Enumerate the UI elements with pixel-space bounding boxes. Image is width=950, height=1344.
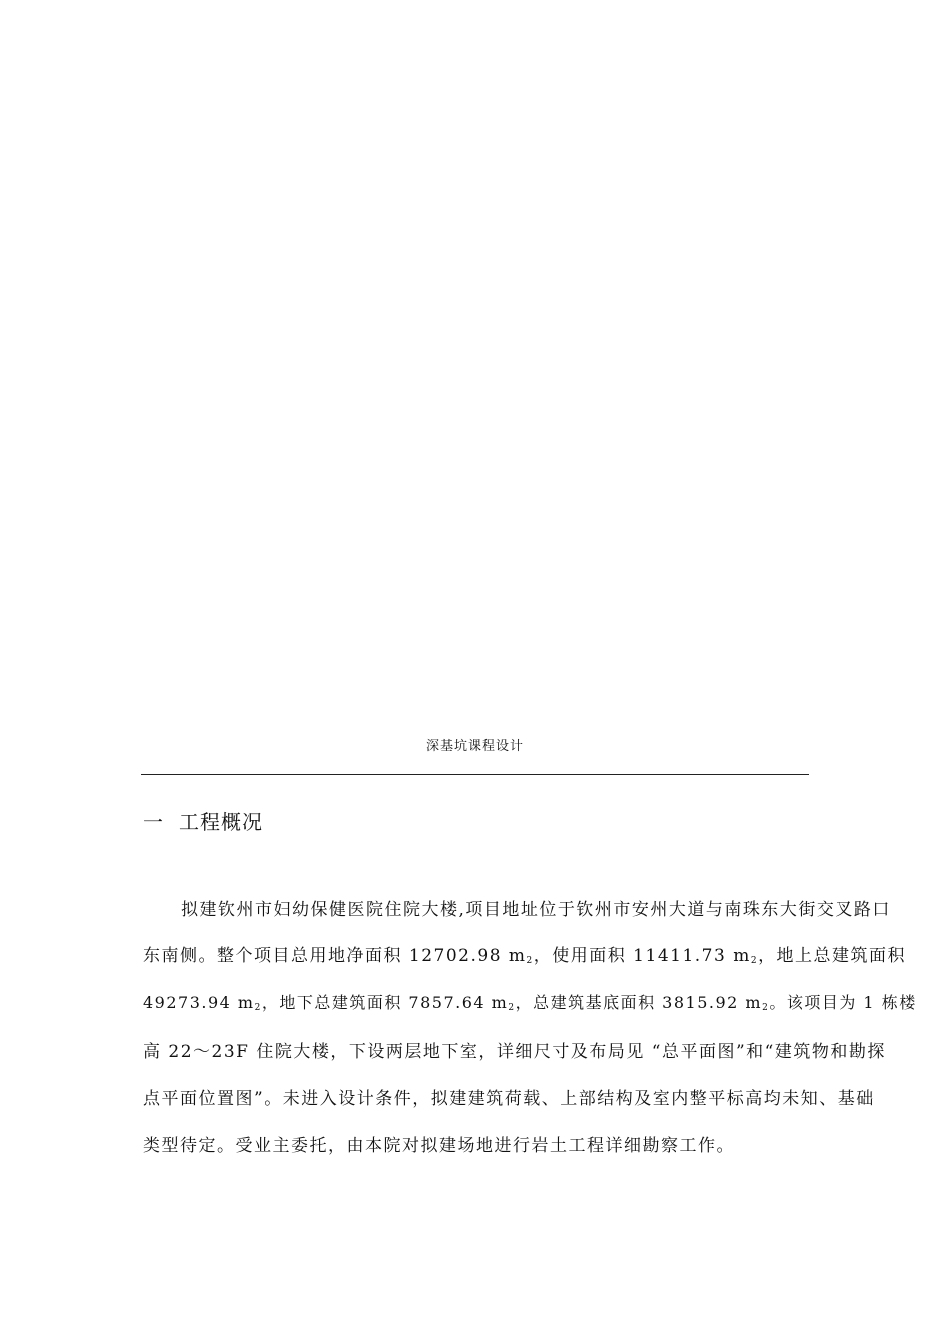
header-divider xyxy=(141,774,809,775)
paragraph-line-2: 东南侧。整个项目总用地净面积 12702.98 $m_2$，使用面积 11411.73 $m_2$，地上总建筑面积 xyxy=(143,946,907,966)
section-heading xyxy=(143,807,263,837)
paragraph-line-1: 拟建钦州市妇幼保健医院住院大楼,项目地址位于钦州市安州大道与南珠东大街交叉路口 xyxy=(181,900,891,920)
page-header: 深基坑课程设计 xyxy=(425,739,524,754)
paragraph-line-5: 点平面位置图”。未进入设计条件，拟建建筑荷载、上部结构及室内整平标高均未知、基础 xyxy=(143,1089,875,1109)
section-title: 工程概况 xyxy=(179,810,263,834)
paragraph-line-6: 类型待定。受业主委托，由本院对拟建场地进行岩土工程详细勘察工作。 xyxy=(143,1136,735,1156)
paragraph-line-4: 高 22～23F 住院大楼，下设两层地下室，详细尺寸及布局见 “总平面图”和“建筑物和勘探 xyxy=(143,1042,886,1062)
paragraph-line-3: 49273.94 $m_2$，地下总建筑面积 7857.64 $m_2$，总建筑基底面积 3815.92 $m_2$。该项目为 1 栋楼 xyxy=(143,993,917,1013)
section-number: 一 xyxy=(143,810,164,834)
